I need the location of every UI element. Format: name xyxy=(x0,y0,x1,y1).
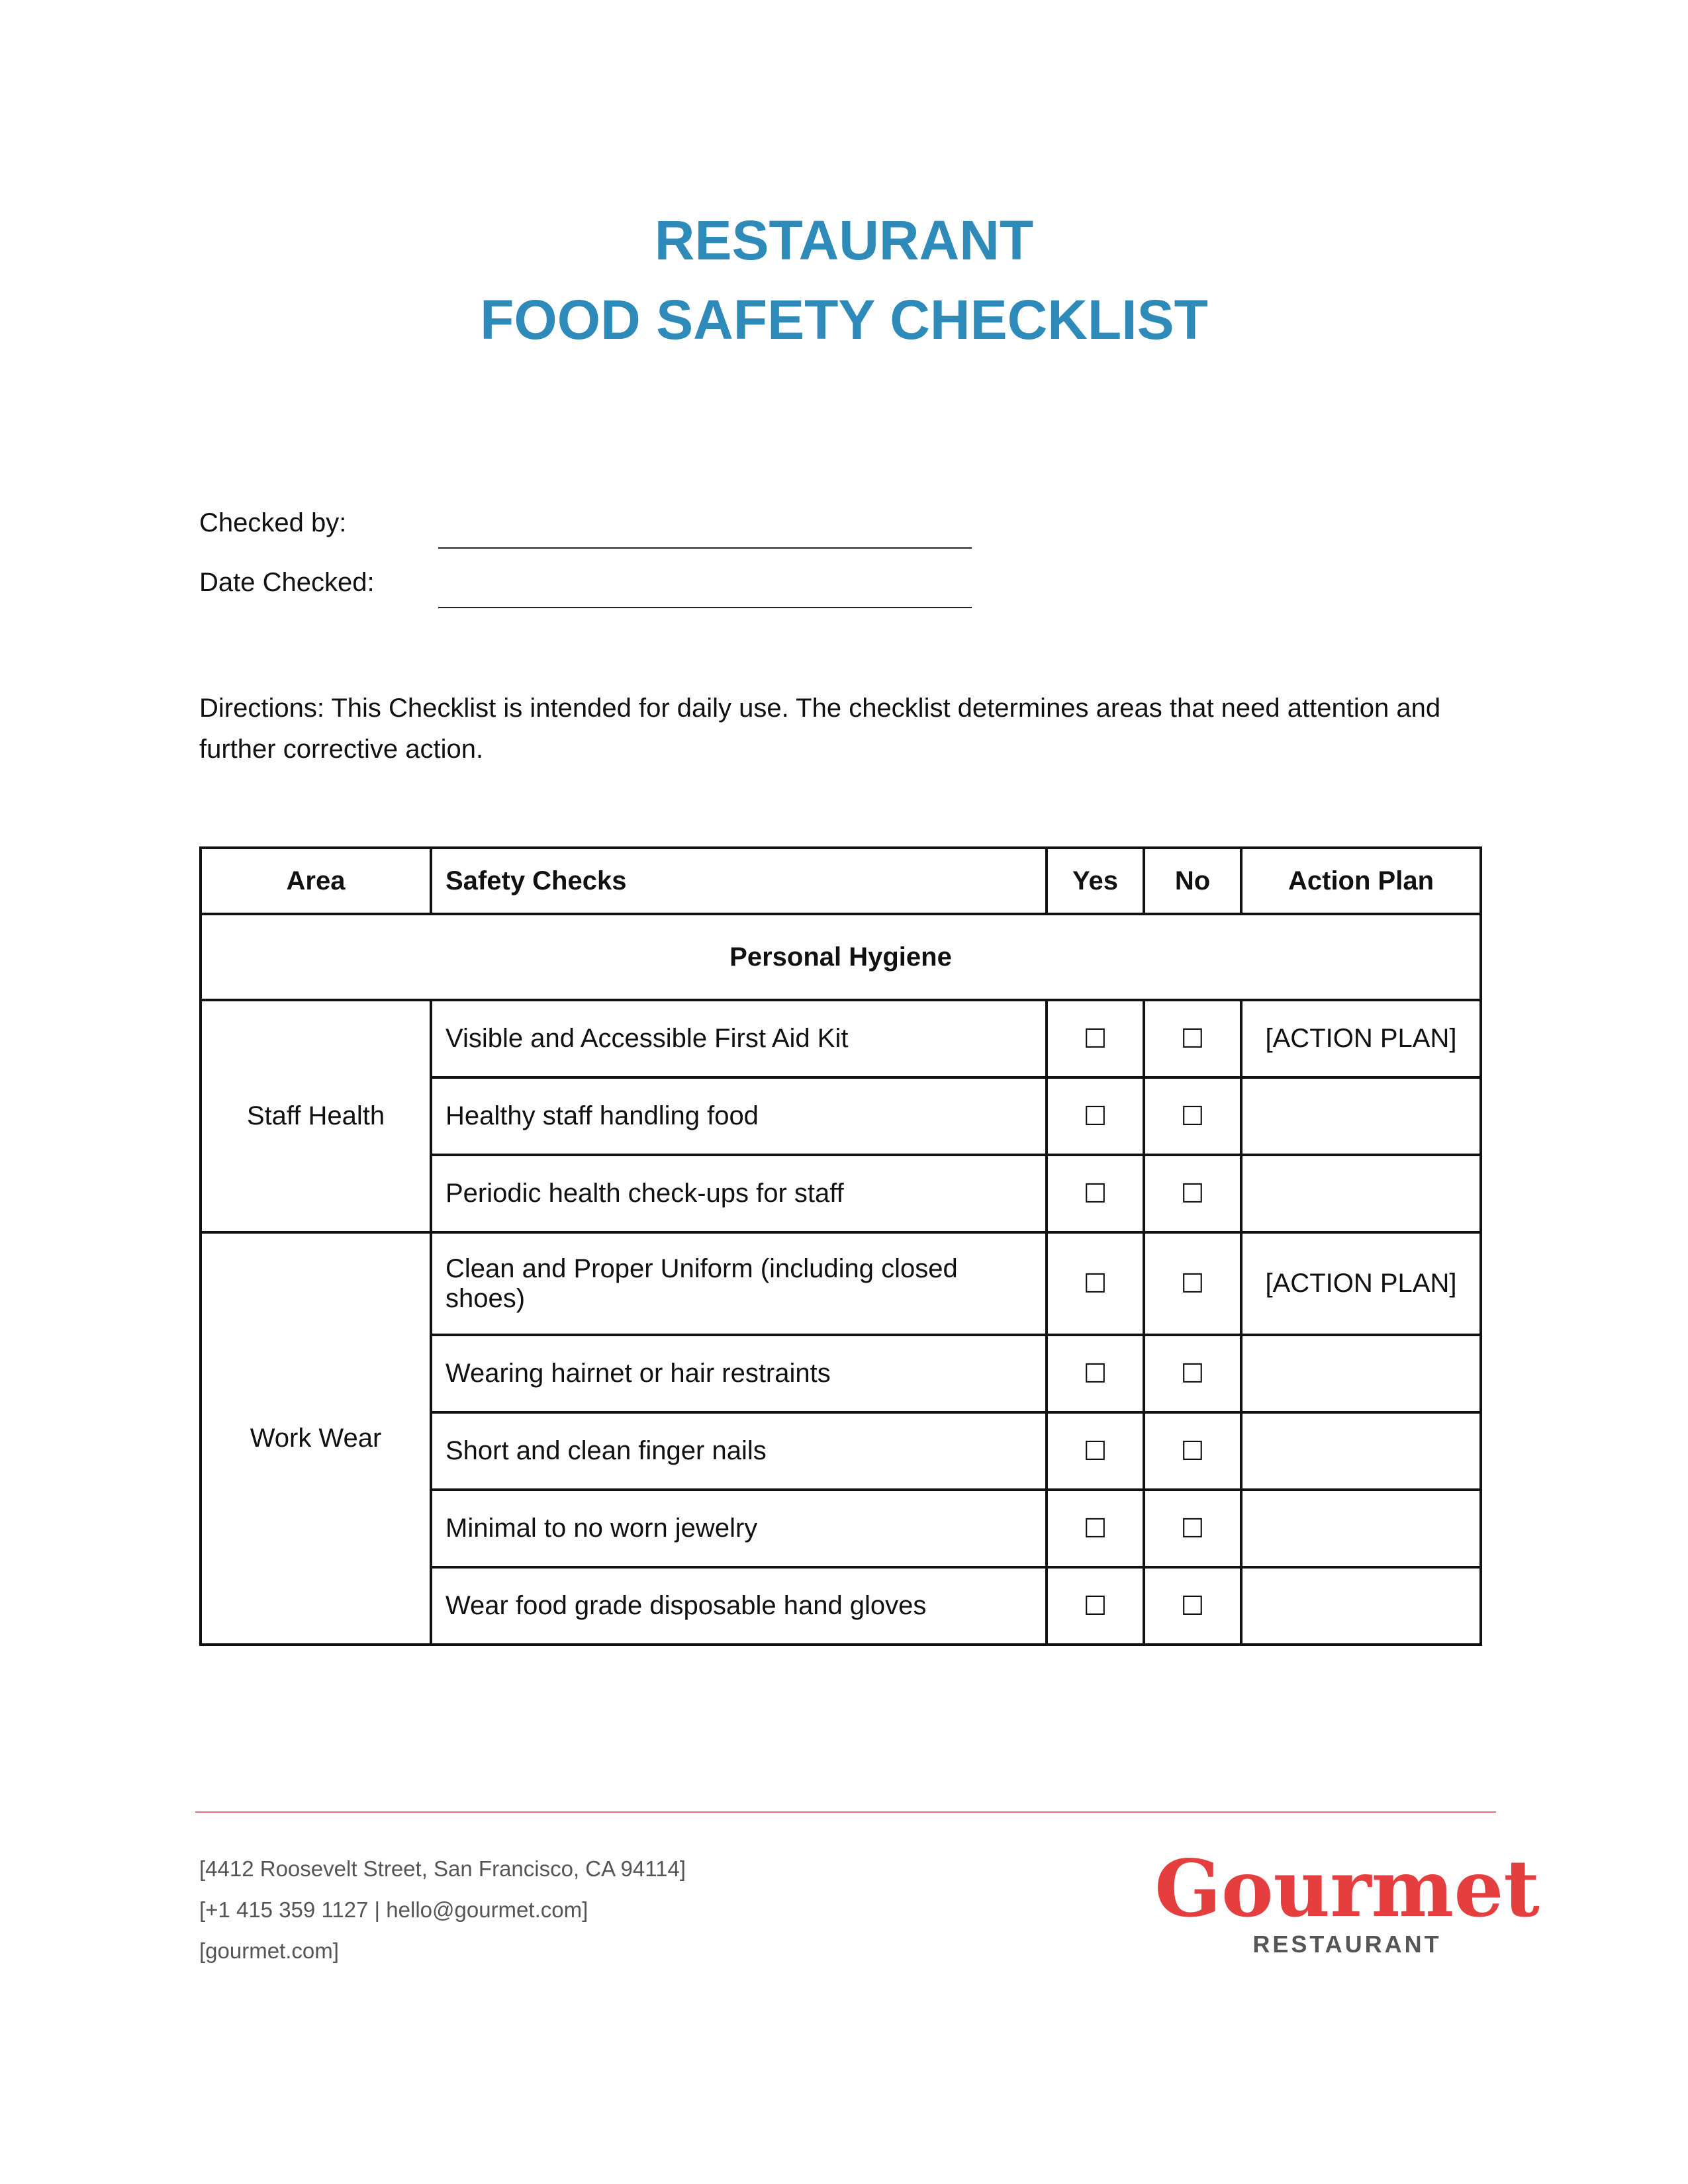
no-checkbox[interactable]: ☐ xyxy=(1144,1000,1241,1077)
yes-checkbox[interactable]: ☐ xyxy=(1047,1000,1144,1077)
no-checkbox[interactable]: ☐ xyxy=(1144,1077,1241,1155)
action-plan-cell[interactable]: [ACTION PLAN] xyxy=(1241,1000,1481,1077)
header-no: No xyxy=(1144,848,1241,914)
table-row xyxy=(201,1232,1481,1335)
footer-contact: [+1 415 359 1127 | hello@gourmet.com] xyxy=(199,1897,588,1922)
page-title xyxy=(0,201,1688,359)
directions-text: Directions: This Checklist is intended for daily use. The checklist determines areas that need attention and further corrective action. xyxy=(199,694,1441,764)
checked-by-field[interactable] xyxy=(438,547,972,549)
area-cell: Staff Health xyxy=(201,1000,431,1232)
area-cell: Work Wear xyxy=(201,1232,431,1645)
table-header-row xyxy=(201,848,1481,914)
action-plan-cell[interactable] xyxy=(1241,1077,1481,1155)
header-safety-checks: Safety Checks xyxy=(431,848,1047,914)
no-checkbox[interactable]: ☐ xyxy=(1144,1412,1241,1490)
action-plan-cell[interactable] xyxy=(1241,1490,1481,1567)
yes-checkbox[interactable]: ☐ xyxy=(1047,1490,1144,1567)
date-checked-field[interactable] xyxy=(438,607,972,608)
safety-check-cell: Minimal to no worn jewelry xyxy=(431,1490,1047,1567)
no-checkbox[interactable]: ☐ xyxy=(1144,1335,1241,1412)
action-plan-cell[interactable] xyxy=(1241,1567,1481,1645)
action-plan-cell[interactable] xyxy=(1241,1335,1481,1412)
date-checked-label: Date Checked: xyxy=(199,568,375,597)
section-title: Personal Hygiene xyxy=(201,914,1481,1000)
yes-checkbox[interactable]: ☐ xyxy=(1047,1412,1144,1490)
action-plan-cell[interactable] xyxy=(1241,1155,1481,1232)
no-checkbox[interactable]: ☐ xyxy=(1144,1155,1241,1232)
footer-website: [gourmet.com] xyxy=(199,1938,339,1963)
safety-check-cell: Wear food grade disposable hand gloves xyxy=(431,1567,1047,1645)
footer-address: [4412 Roosevelt Street, San Francisco, CA 94114] xyxy=(199,1856,686,1881)
yes-checkbox[interactable]: ☐ xyxy=(1047,1232,1144,1335)
title-line-1: RESTAURANT xyxy=(654,209,1034,271)
safety-check-cell: Healthy staff handling food xyxy=(431,1077,1047,1155)
section-row xyxy=(201,914,1481,1000)
no-checkbox[interactable]: ☐ xyxy=(1144,1567,1241,1645)
no-checkbox[interactable]: ☐ xyxy=(1144,1490,1241,1567)
yes-checkbox[interactable]: ☐ xyxy=(1047,1335,1144,1412)
gourmet-logo xyxy=(1154,1843,1540,1966)
safety-check-cell: Short and clean finger nails xyxy=(431,1412,1047,1490)
title-line-2: FOOD SAFETY CHECKLIST xyxy=(480,289,1208,351)
safety-check-cell: Wearing hairnet or hair restraints xyxy=(431,1335,1047,1412)
header-action-plan: Action Plan xyxy=(1241,848,1481,914)
safety-check-cell: Periodic health check-ups for staff xyxy=(431,1155,1047,1232)
header-area: Area xyxy=(201,848,431,914)
yes-checkbox[interactable]: ☐ xyxy=(1047,1155,1144,1232)
action-plan-cell[interactable] xyxy=(1241,1412,1481,1490)
safety-checklist-table xyxy=(199,846,1482,1646)
footer-divider xyxy=(195,1811,1496,1813)
yes-checkbox[interactable]: ☐ xyxy=(1047,1077,1144,1155)
safety-check-cell: Visible and Accessible First Aid Kit xyxy=(431,1000,1047,1077)
logo-subtitle: RESTAURANT xyxy=(1252,1931,1442,1958)
no-checkbox[interactable]: ☐ xyxy=(1144,1232,1241,1335)
action-plan-cell[interactable]: [ACTION PLAN] xyxy=(1241,1232,1481,1335)
logo-wordmark: Gourmet xyxy=(1154,1843,1540,1934)
safety-check-cell: Clean and Proper Uniform (including closed shoes) xyxy=(431,1232,1047,1335)
yes-checkbox[interactable]: ☐ xyxy=(1047,1567,1144,1645)
checked-by-label: Checked by: xyxy=(199,508,347,537)
table-row xyxy=(201,1000,1481,1077)
header-yes: Yes xyxy=(1047,848,1144,914)
